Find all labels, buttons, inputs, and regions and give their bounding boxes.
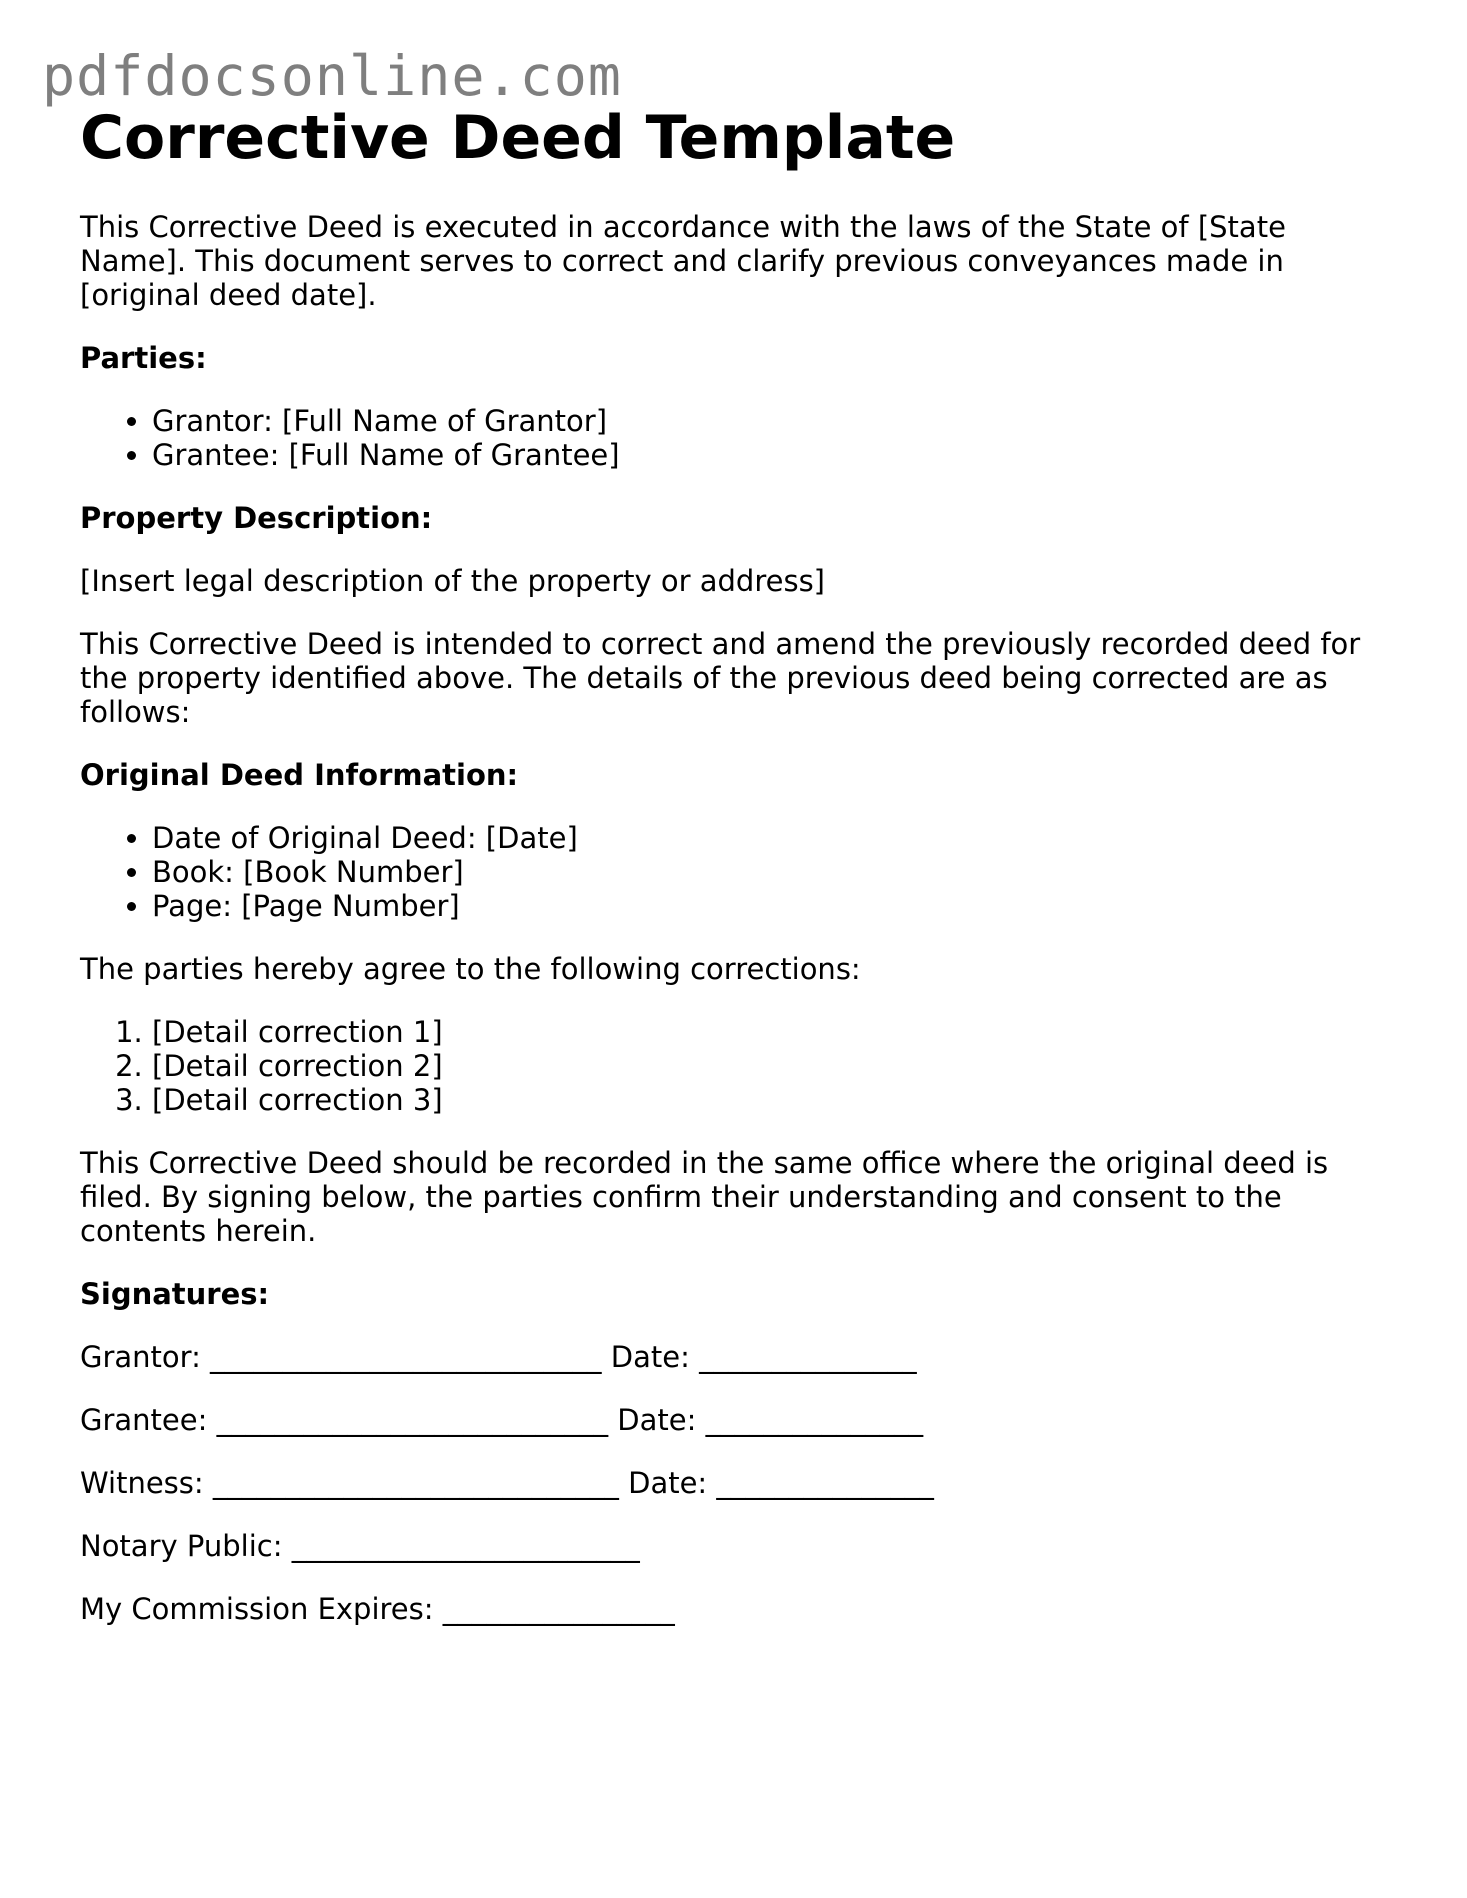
signatures-heading: Signatures: <box>80 1277 270 1311</box>
parties-list <box>80 404 1390 472</box>
witness-signature-line: Witness: ____________________________ Date: _______________ <box>80 1466 934 1500</box>
list-item: 3. [Detail correction 3] <box>152 1083 1390 1117</box>
notary-signature-line: Notary Public: ________________________ <box>80 1529 640 1563</box>
list-item: • Page: [Page Number] <box>152 889 1390 923</box>
original-deed-heading: Original Deed Information: <box>80 758 519 792</box>
parties-heading: Parties: <box>80 341 207 375</box>
recording-note: This Corrective Deed should be recorded in the same office where the original deed is filed. By signing below, the parties confirm their understanding and consent to the contents herein. <box>80 1146 1329 1248</box>
list-item: 2. [Detail correction 2] <box>152 1049 1390 1083</box>
property-intent-paragraph: This Corrective Deed is intended to correct and amend the previously recorded deed for the property identified above. The details of the previous deed being corrected are as follows: <box>80 627 1361 729</box>
property-description: [Insert legal description of the property or address] <box>80 564 825 598</box>
watermark: pdfdocsonline.com <box>42 44 622 108</box>
commission-expires-line: My Commission Expires: ________________ <box>80 1592 675 1626</box>
list-item: • Grantee: [Full Name of Grantee] <box>152 438 1390 472</box>
corrections-lead: The parties hereby agree to the following corrections: <box>80 952 861 986</box>
list-item: • Date of Original Deed: [Date] <box>152 821 1390 855</box>
list-item: • Grantor: [Full Name of Grantor] <box>152 404 1390 438</box>
corrections-list <box>80 1015 1390 1117</box>
original-deed-list <box>80 821 1390 923</box>
property-heading: Property Description: <box>80 501 433 535</box>
list-item: • Book: [Book Number] <box>152 855 1390 889</box>
grantee-signature-line: Grantee: ___________________________ Date: _______________ <box>80 1403 924 1437</box>
intro-paragraph: This Corrective Deed is executed in accordance with the laws of the State of [State Name]. This document serves to correct and clarify previous conveyances made in [original deed date]. <box>80 210 1286 312</box>
document-title: Corrective Deed Template <box>80 103 956 173</box>
document-body <box>80 100 1390 1626</box>
grantor-signature-line: Grantor: ___________________________ Date: _______________ <box>80 1340 917 1374</box>
list-item: 1. [Detail correction 1] <box>152 1015 1390 1049</box>
